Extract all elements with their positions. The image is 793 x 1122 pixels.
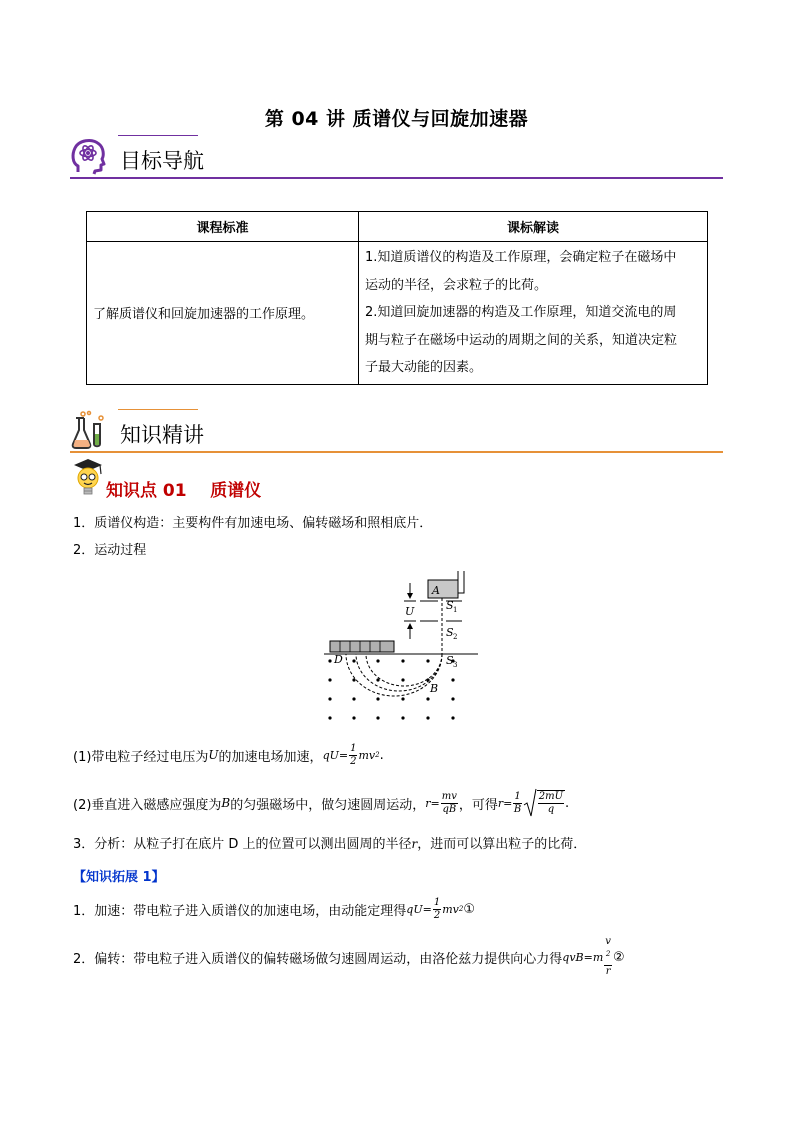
denominator: B [513,803,522,815]
label-S3-sub: 3 [453,661,458,669]
text: (1)带电粒子经过电压为 [73,749,209,765]
section-topline [118,409,198,410]
table-header-interpretation: 课标解读 [359,212,708,242]
math-B: B [221,796,231,810]
numerator [604,936,612,965]
label-S2: S [446,626,454,639]
knowledge-point-title: 知识点 01 质谱仪 [106,481,262,501]
text: (2)垂直进入磁感应强度为 [73,797,222,813]
numerator: mv [441,790,457,802]
denominator: r [605,965,611,977]
label-D: D [334,653,343,666]
graduate-bulb-icon [70,456,106,500]
fraction [441,791,458,816]
square-root [523,790,565,816]
paragraph-process: 2．运动过程 [73,543,147,558]
interp-line: 期与粒子在磁场中运动的周期之间的关系，知道决定粒 [365,332,678,348]
standards-table [86,211,708,385]
label-S1-sub: 1 [453,606,458,614]
numerator: 1 [433,896,441,908]
label-S2-sub: 2 [453,633,458,641]
fraction [433,897,441,922]
math-eq: qU= [406,902,432,916]
mass-spectrometer-diagram [320,565,484,725]
table-cell-standard: 了解质谱仪和回旋加速器的工作原理。 [87,242,359,385]
section-divider [70,451,723,453]
equation-number: ② [612,949,625,965]
paragraph-acceleration [73,738,384,772]
numerator: 2mU [538,791,564,802]
fraction [513,791,521,816]
label-A: A [432,584,440,597]
denominator: q [547,804,555,815]
math-U: U [208,748,219,762]
text: 的匀强磁场中，做匀速圆周运动， [230,797,426,813]
numerator: 1 [350,742,357,754]
head-atom-icon [70,136,108,176]
text: . [565,795,570,811]
math-r: r [411,837,418,851]
text: 2．偏转：带电粒子进入质谱仪的偏转磁场做匀速圆周运动，由洛伦兹力提供向心力得 [73,951,563,967]
label-S1: S [446,599,454,612]
fraction [604,936,612,977]
label-U: U [405,605,415,618]
numerator: 1 [514,790,521,802]
page-title: 第 04 讲 质谱仪与回旋加速器 [264,108,529,130]
text: 1．加速：带电粒子进入质谱仪的加速电场，由动能定理得 [73,903,407,919]
interp-line: 运动的半径，会求粒子的比荷。 [365,277,548,293]
section-header-knowledge [70,409,723,453]
section-topline [118,135,198,136]
knowledge-point-header [70,456,270,500]
flask-icon [70,410,108,450]
paragraph-structure: 1．质谱仪构造：主要构件有加速电场、偏转磁场和照相底片． [73,516,433,531]
math-r: r= [497,796,513,810]
denominator: 2 [433,909,441,921]
extension-heading: 【知识拓展 1】 [73,870,165,885]
text: ，进而可以算出粒子的比荷． [417,837,587,852]
label-S3: S [446,654,454,667]
text: 的加速电场加速， [218,749,323,765]
table-header-standard: 课程标准 [87,212,359,242]
extension-acceleration [73,892,475,926]
interp-line: 1.知道质谱仪的构造及工作原理，会确定粒子在磁场中 [365,250,677,265]
extension-deflection [73,936,625,977]
denominator: 2 [350,755,357,767]
interp-line: 2.知道回旋加速器的构造及工作原理，知道交流电的周 [365,305,677,320]
section-header-goals [70,135,723,179]
math-m: m [592,950,604,964]
fraction [538,791,564,816]
label-B: B [430,682,439,695]
paragraph-radius [73,785,569,821]
text: ，可得 [458,797,498,813]
text: 3．分析：从粒子打在底片 D 上的位置可以测出圆周的半径 [73,837,412,852]
numerator-text: v [605,936,611,948]
superscript: 2 [375,751,380,759]
equation-number: ① [463,901,475,917]
sqrt-sign [523,788,537,818]
math-eq: qU= [322,748,349,762]
math-tail: mv [442,902,459,916]
section-divider [70,177,723,179]
interp-line: 子最大动能的因素。 [365,360,483,375]
section-label-goals: 目标导航 [120,149,204,173]
fraction [349,743,357,768]
superscript: 2 [605,950,611,959]
denominator: qB [442,803,457,815]
superscript: 2 [458,905,464,913]
paragraph-analysis [73,833,586,852]
text: . [379,747,384,763]
math-tail: mv [358,748,376,762]
table-cell-interpretation [359,242,708,385]
section-label-knowledge: 知识精讲 [120,423,204,447]
math-r: r= [425,796,440,810]
math-eq: qvB= [562,950,593,964]
